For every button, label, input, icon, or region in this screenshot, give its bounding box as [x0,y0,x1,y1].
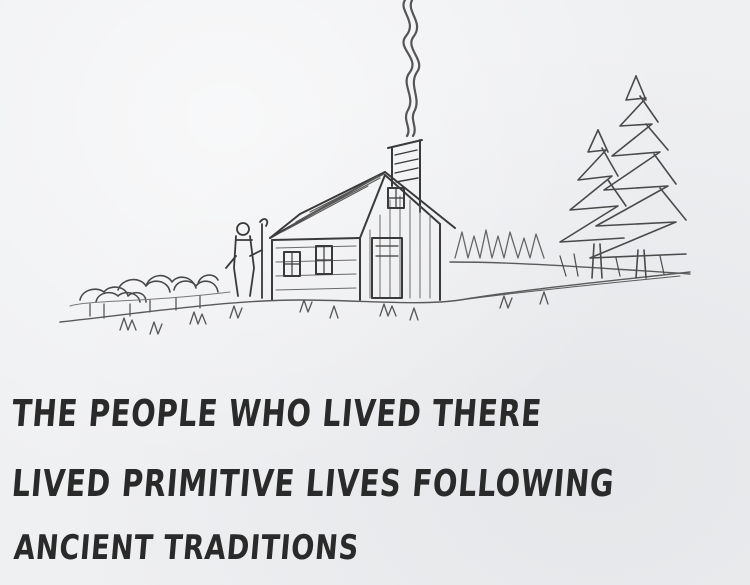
caption-line-2: LIVED PRIMITIVE LIVES FOLLOWING [10,462,617,505]
pine-trees [560,76,686,278]
handwritten-caption [0,380,750,585]
hillside [60,262,690,322]
cabin [270,172,455,300]
grass-tufts [120,292,548,334]
caption-line-3: ANCIENT TRADITIONS [12,528,361,568]
shepherd-figure [226,219,267,298]
caption-line-1: THE PEOPLE WHO LIVED THERE [10,392,544,435]
background-bushes [455,230,544,258]
chimney-smoke [403,0,419,136]
